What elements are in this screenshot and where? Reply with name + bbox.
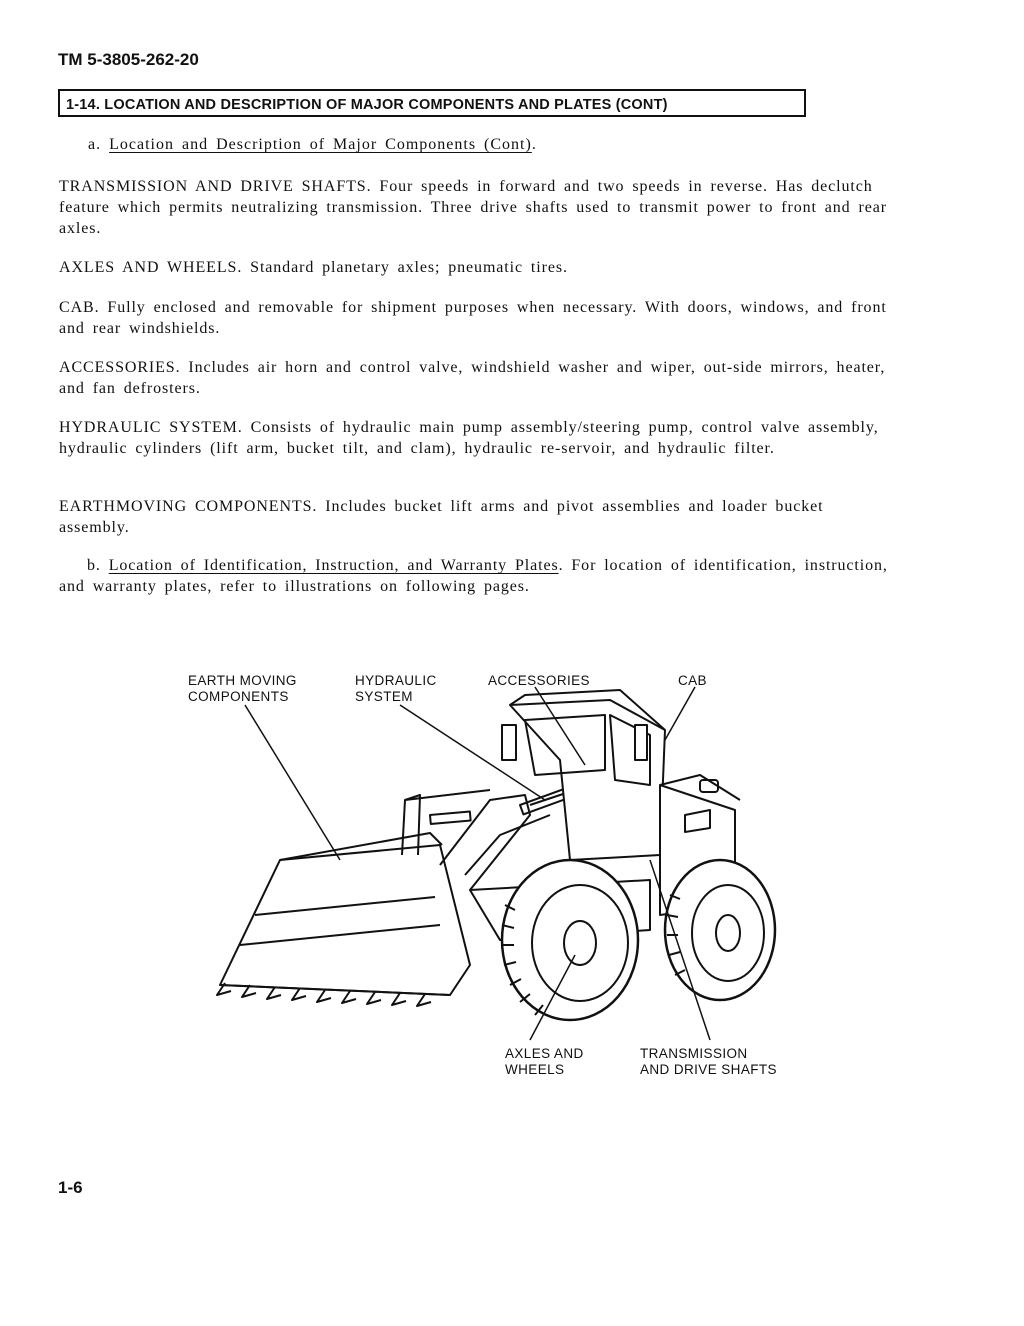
label-hydraulic-line2: SYSTEM [355, 689, 413, 704]
subsection-a-suffix: . [531, 136, 537, 153]
section-title: 1-14. LOCATION AND DESCRIPTION OF MAJOR COMPONENTS AND PLATES (CONT) [66, 97, 668, 113]
paragraph-term: HYDRAULIC SYSTEM. [59, 419, 243, 436]
paragraph-text: Consists of hydraulic main pump assembly/steering pump, control valve assembly, hydraulic cylinders (lift arm, bucket tilt, and clam), hydraulic re-servoir, and hydraulic filter. [59, 419, 879, 457]
subsection-b-title: Location of Identification, Instruction, and Warranty Plates [108, 557, 559, 574]
paragraph-text: Includes air horn and control valve, windshield washer and wiper, out-side mirrors, heater, and fan defrosters. [59, 359, 886, 397]
document-id: TM 5-3805-262-20 [58, 50, 199, 69]
paragraph-cab [59, 297, 901, 339]
label-accessories: ACCESSORIES [488, 673, 590, 688]
paragraph-hydraulic [59, 417, 901, 459]
subsection-a-title: Location and Description of Major Components (Cont) [109, 136, 532, 153]
subsection-b-text: . For location of identification, instruction, and warranty plates, refer to illustrations on following pages. [59, 557, 888, 595]
label-earthmoving-line1: EARTH MOVING [188, 673, 297, 688]
label-transmission-line1: TRANSMISSION [640, 1046, 748, 1061]
paragraph-term: EARTHMOVING COMPONENTS. [59, 498, 318, 515]
paragraph-text: Fully enclosed and removable for shipment purposes when necessary. With doors, windows, and front and rear windshields. [59, 299, 887, 337]
loader-drawing [217, 690, 775, 1020]
loader-illustration [180, 665, 820, 1085]
paragraph-term: AXLES AND WHEELS. [59, 259, 243, 276]
paragraph-term: CAB. [59, 299, 100, 316]
subsection-b-prefix: b. [87, 557, 101, 574]
label-cab: CAB [678, 673, 707, 688]
paragraph-transmission [59, 176, 901, 239]
label-axles-line1: AXLES AND [505, 1046, 584, 1061]
paragraph-text: Four speeds in forward and two speeds in reverse. Has declutch feature which permits neutralizing transmission. Three drive shafts used to transmit power to front and rear axles. [59, 178, 887, 237]
paragraph-term: TRANSMISSION AND DRIVE SHAFTS. [59, 178, 372, 195]
paragraph-accessories [59, 357, 901, 399]
paragraph-term: ACCESSORIES. [59, 359, 181, 376]
label-transmission-line2: AND DRIVE SHAFTS [640, 1062, 777, 1077]
label-hydraulic-line1: HYDRAULIC [355, 673, 437, 688]
subsection-a-heading [88, 136, 537, 154]
page-number: 1-6 [58, 1178, 83, 1197]
paragraph-text: Includes bucket lift arms and pivot assemblies and loader bucket assembly. [59, 498, 824, 536]
paragraph-text: Standard planetary axles; pneumatic tires. [250, 259, 568, 276]
subsection-a-prefix: a. [88, 136, 102, 153]
subsection-b [59, 555, 901, 597]
label-earthmoving-line2: COMPONENTS [188, 689, 289, 704]
paragraph-earthmoving [59, 496, 901, 538]
paragraph-axles [59, 257, 901, 278]
label-axles-line2: WHEELS [505, 1062, 565, 1077]
